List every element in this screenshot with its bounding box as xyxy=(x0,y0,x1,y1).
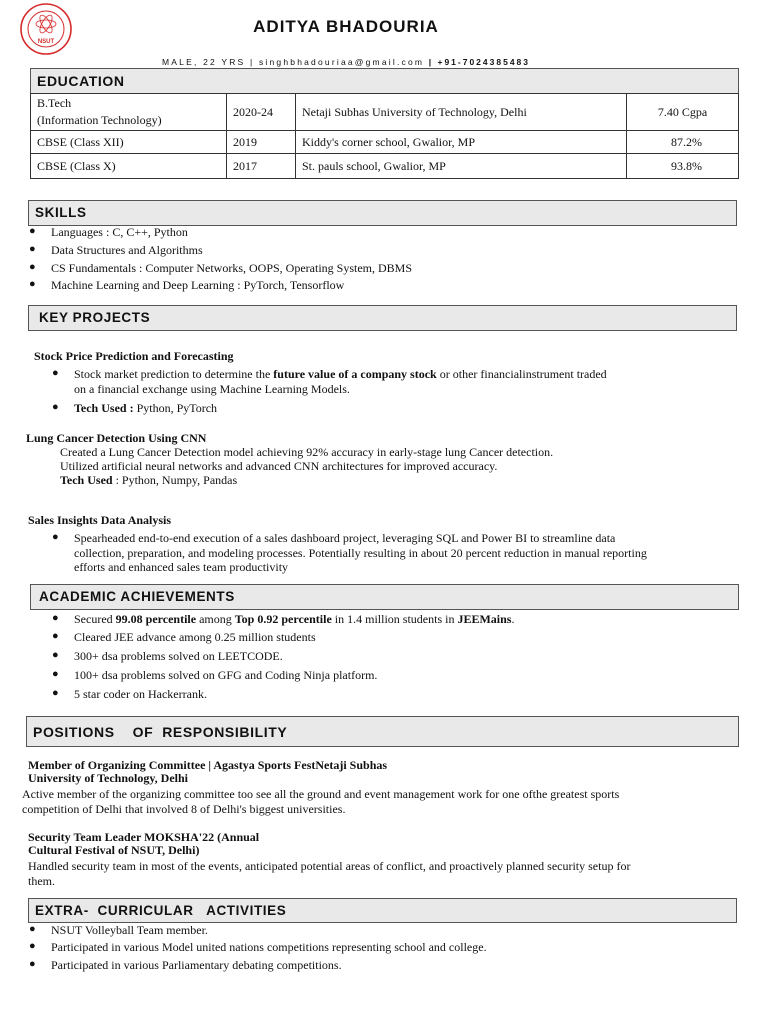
text-span: Top 0.92 percentile xyxy=(234,612,332,626)
project-title: Stock Price Prediction and Forecasting xyxy=(34,349,234,363)
positions-heading: POSITIONS OF RESPONSIBILITY xyxy=(26,716,739,747)
text-span: Tech Used : xyxy=(74,401,134,415)
extra-item: NSUT Volleyball Team member. xyxy=(51,923,208,937)
text-span: among xyxy=(196,612,235,626)
position-line: them. xyxy=(28,874,55,888)
institution-cell: St. pauls school, Gwalior, MP xyxy=(296,154,627,179)
text-span: JEEMains xyxy=(457,612,512,626)
text-span: Tech Used xyxy=(60,473,113,487)
text-span: Python, PyTorch xyxy=(133,401,218,415)
years-cell: 2019 xyxy=(227,131,296,154)
table-row xyxy=(31,131,739,154)
project-title: Lung Cancer Detection Using CNN xyxy=(26,431,207,445)
project-bullet-cont: on a financial exchange using Machine Learning Models. xyxy=(74,382,350,396)
education-heading: EDUCATION xyxy=(30,68,739,94)
position-line: Active member of the organizing committee too see all the ground and event management work for one ofthe greatest sports xyxy=(22,787,620,801)
project-bullet xyxy=(74,367,607,382)
degree-cell xyxy=(31,94,227,131)
achievement-item: Cleared JEE advance among 0.25 million students xyxy=(74,630,316,644)
bullet-icon: ● xyxy=(29,278,36,290)
project-line: Utilized artificial neural networks and advanced CNN architectures for improved accuracy. xyxy=(60,459,498,473)
bullet-icon: ● xyxy=(29,940,36,952)
contact-line xyxy=(0,57,692,67)
bullet-icon: ● xyxy=(52,612,59,624)
bullet-icon: ● xyxy=(52,367,59,379)
text-span: or other financialinstrument traded xyxy=(436,367,607,381)
position-line: competition of Delhi that involved 8 of Delhi's biggest universities. xyxy=(22,802,346,816)
extra-heading: EXTRA- CURRICULAR ACTIVITIES xyxy=(28,898,737,923)
bullet-icon: ● xyxy=(52,687,59,699)
text-span: . xyxy=(511,612,515,626)
bullet-icon: ● xyxy=(52,630,59,642)
bullet-icon: ● xyxy=(29,225,36,237)
project-line: Created a Lung Cancer Detection model achieving 92% accuracy in early-stage lung Cancer detection. xyxy=(60,445,554,459)
achievement-item: 300+ dsa problems solved on LEETCODE. xyxy=(74,649,283,663)
achievement-item: 100+ dsa problems solved on GFG and Coding Ninja platform. xyxy=(74,668,378,682)
skills-heading: SKILLS xyxy=(28,200,737,226)
institution-cell: Kiddy's corner school, Gwalior, MP xyxy=(296,131,627,154)
education-table xyxy=(30,93,739,179)
score-cell: 87.2% xyxy=(627,131,739,154)
table-row xyxy=(31,94,739,131)
text-span: 99.08 percentile xyxy=(115,612,197,626)
position-title: Security Team Leader MOKSHA'22 (Annual xyxy=(28,830,260,844)
bullet-icon: ● xyxy=(29,261,36,273)
project-tech xyxy=(60,473,237,488)
skill-item: CS Fundamentals : Computer Networks, OOPS, Operating System, DBMS xyxy=(51,261,413,275)
years-cell: 2017 xyxy=(227,154,296,179)
project-title: Sales Insights Data Analysis xyxy=(28,513,172,527)
bullet-icon: ● xyxy=(29,923,36,935)
project-line: efforts and enhanced sales team productivity xyxy=(74,560,289,574)
bullet-icon: ● xyxy=(52,649,59,661)
bullet-icon: ● xyxy=(29,243,36,255)
position-title: University of Technology, Delhi xyxy=(28,771,189,785)
achievement-item xyxy=(74,612,514,627)
text-span: in 1.4 million students in xyxy=(331,612,458,626)
position-line: Handled security team in most of the events, anticipated potential areas of conflict, and proactively planned security setup for xyxy=(28,859,631,873)
years-cell: 2020-24 xyxy=(227,94,296,131)
svg-text:NSUT: NSUT xyxy=(37,39,55,45)
degree-cell: CBSE (Class X) xyxy=(31,154,227,179)
text-span: future value of a company stock xyxy=(273,367,437,381)
score-cell: 93.8% xyxy=(627,154,739,179)
achievements-heading: ACADEMIC ACHIEVEMENTS xyxy=(30,584,739,610)
project-line: collection, preparation, and modeling processes. Potentially resulting in about 20 percent reduction in manual reporting xyxy=(74,546,647,560)
degree-line: B.Tech xyxy=(37,96,72,110)
position-title: Cultural Festival of NSUT, Delhi) xyxy=(28,843,200,857)
institution-cell: Netaji Subhas University of Technology, Delhi xyxy=(296,94,627,131)
projects-heading: KEY PROJECTS xyxy=(28,305,737,331)
project-tech xyxy=(74,401,217,416)
extra-item: Participated in various Model united nations competitions representing school and college. xyxy=(51,940,487,954)
skill-item: Languages : C, C++, Python xyxy=(51,225,188,239)
table-row xyxy=(31,154,739,179)
contact-info: MALE, 22 YRS | singhbhadouriaa@gmail.com xyxy=(162,57,425,67)
degree-line: (Information Technology) xyxy=(37,113,162,127)
score-cell: 7.40 Cgpa xyxy=(627,94,739,131)
position-title: Member of Organizing Committee | Agastya Sports FestNetaji Subhas xyxy=(28,758,388,772)
bullet-icon: ● xyxy=(52,668,59,680)
extra-item: Participated in various Parliamentary debating competitions. xyxy=(51,958,342,972)
achievement-item: 5 star coder on Hackerrank. xyxy=(74,687,207,701)
bullet-icon: ● xyxy=(29,958,36,970)
text-span: Secured xyxy=(74,612,116,626)
contact-phone: | +91-7024385483 xyxy=(428,57,530,67)
degree-cell: CBSE (Class XII) xyxy=(31,131,227,154)
skill-item: Data Structures and Algorithms xyxy=(51,243,203,257)
text-span: Stock market prediction to determine the xyxy=(74,367,274,381)
text-span: : Python, Numpy, Pandas xyxy=(112,473,238,487)
skill-item: Machine Learning and Deep Learning : PyTorch, Tensorflow xyxy=(51,278,345,292)
bullet-icon: ● xyxy=(52,531,59,543)
candidate-name: ADITYA BHADOURIA xyxy=(253,17,439,36)
project-line: Spearheaded end-to-end execution of a sales dashboard project, leveraging SQL and Power BI to streamline data xyxy=(74,531,616,545)
bullet-icon: ● xyxy=(52,401,59,413)
